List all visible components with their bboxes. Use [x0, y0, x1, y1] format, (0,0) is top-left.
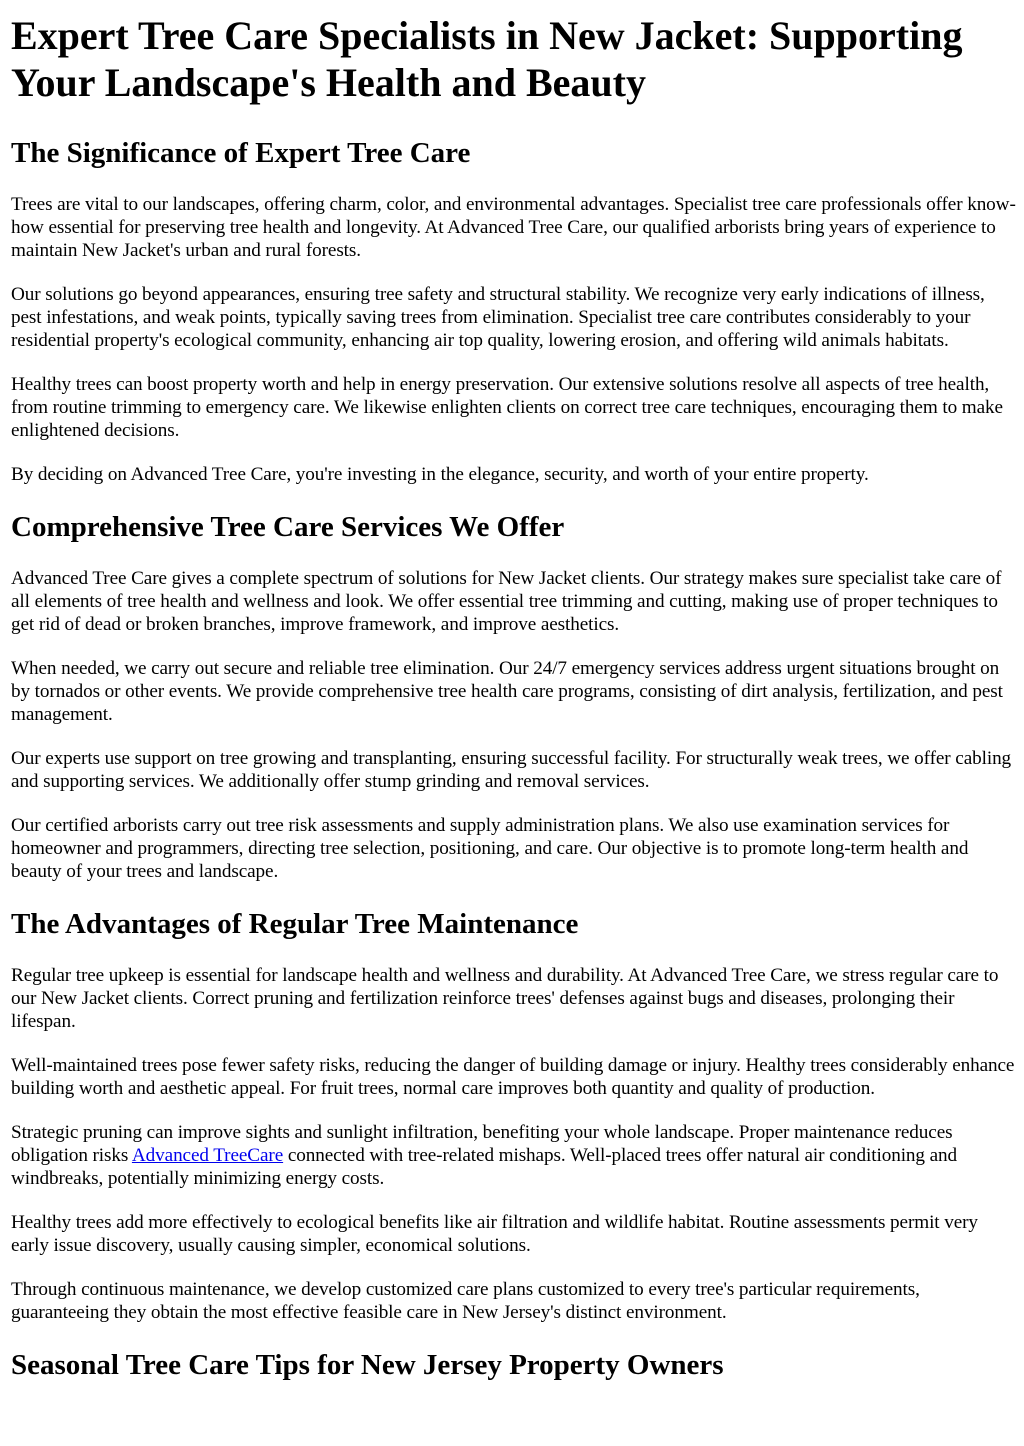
- paragraph: When needed, we carry out secure and reliable tree elimination. Our 24/7 emergency services address urgent situations brought on by tornados or other events. We provide comprehensive tree health care programs, consisting of dirt analysis, fertilization, and pest management.: [11, 658, 1003, 725]
- paragraph: Our solutions go beyond appearances, ensuring tree safety and structural stability. We recognize very early indications of illness, pest infestations, and weak points, typically saving trees from elimination. Specialist tree care contributes considerably to your residential property's ecological community, enhancing air top quality, lowering erosion, and offering wild animals habitats.: [11, 284, 985, 351]
- section-heading-advantages: The Advantages of Regular Tree Maintenance: [11, 908, 579, 940]
- paragraph: Well-maintained trees pose fewer safety risks, reducing the danger of building damage or injury. Healthy trees considerably enhance building worth and aesthetic appeal. For fruit trees, normal care improves both quantity and quality of production.: [11, 1055, 1015, 1099]
- page-title: Expert Tree Care Specialists in New Jacket: Supporting Your Landscape's Health and Beauty: [11, 13, 963, 105]
- paragraph: Our certified arborists carry out tree risk assessments and supply administration plans. We also use examination services for homeowner and programmers, directing tree selection, positioning, and care. Our objective is to promote long-term health and beauty of your trees and landscape.: [11, 815, 969, 882]
- article: [11, 0, 1019, 1382]
- paragraph: Our experts use support on tree growing and transplanting, ensuring successful facility. For structurally weak trees, we offer cabling and supporting services. We additionally offer stump grinding and removal services.: [11, 748, 1012, 792]
- paragraph: Through continuous maintenance, we develop customized care plans customized to every tree's particular requirements, guaranteeing they obtain the most effective feasible care in New Jersey's distinct environment.: [11, 1279, 920, 1323]
- section-heading-services: Comprehensive Tree Care Services We Offer: [11, 511, 565, 543]
- paragraph: Healthy trees add more effectively to ecological benefits like air filtration and wildlife habitat. Routine assessments permit very early issue discovery, usually causing simpler, economical solutions.: [11, 1212, 978, 1256]
- paragraph: Regular tree upkeep is essential for landscape health and wellness and durability. At Advanced Tree Care, we stress regular care to our New Jacket clients. Correct pruning and fertilization reinforce trees' defenses against bugs and diseases, prolonging their lifespan.: [11, 965, 999, 1032]
- paragraph: Advanced Tree Care gives a complete spectrum of solutions for New Jacket clients. Our strategy makes sure specialist take care of all elements of tree health and wellness and look. We offer essential tree trimming and cutting, making use of proper techniques to get rid of dead or broken branches, improve framework, and improve aesthetics.: [11, 568, 1002, 635]
- section-heading-seasonal: Seasonal Tree Care Tips for New Jersey Property Owners: [11, 1349, 724, 1381]
- paragraph-with-link: [11, 1121, 1019, 1190]
- paragraph: By deciding on Advanced Tree Care, you're investing in the elegance, security, and worth of your entire property.: [11, 464, 869, 485]
- advanced-treecare-link[interactable]: Advanced TreeCare: [131, 1145, 284, 1166]
- paragraph-text-after-link: connected with tree-related mishaps. Well-placed trees offer natural air conditioning and windbreaks, potentially minimizing energy costs.: [11, 1145, 958, 1189]
- paragraph-text-before-link: Strategic pruning can improve sights and sunlight infiltration, benefiting your whole landscape. Proper maintenance reduces obligation risks: [11, 1122, 953, 1166]
- section-heading-significance: The Significance of Expert Tree Care: [11, 137, 471, 169]
- paragraph: Trees are vital to our landscapes, offering charm, color, and environmental advantages. Specialist tree care professionals offer know-how essential for preserving tree health and longevity. At Advanced Tree Care, our qualified arborists bring years of experience to maintain New Jacket's urban and rural forests.: [11, 194, 1016, 261]
- paragraph: Healthy trees can boost property worth and help in energy preservation. Our extensive solutions resolve all aspects of tree health, from routine trimming to emergency care. We likewise enlighten clients on correct tree care techniques, encouraging them to make enlightened decisions.: [11, 374, 1003, 441]
